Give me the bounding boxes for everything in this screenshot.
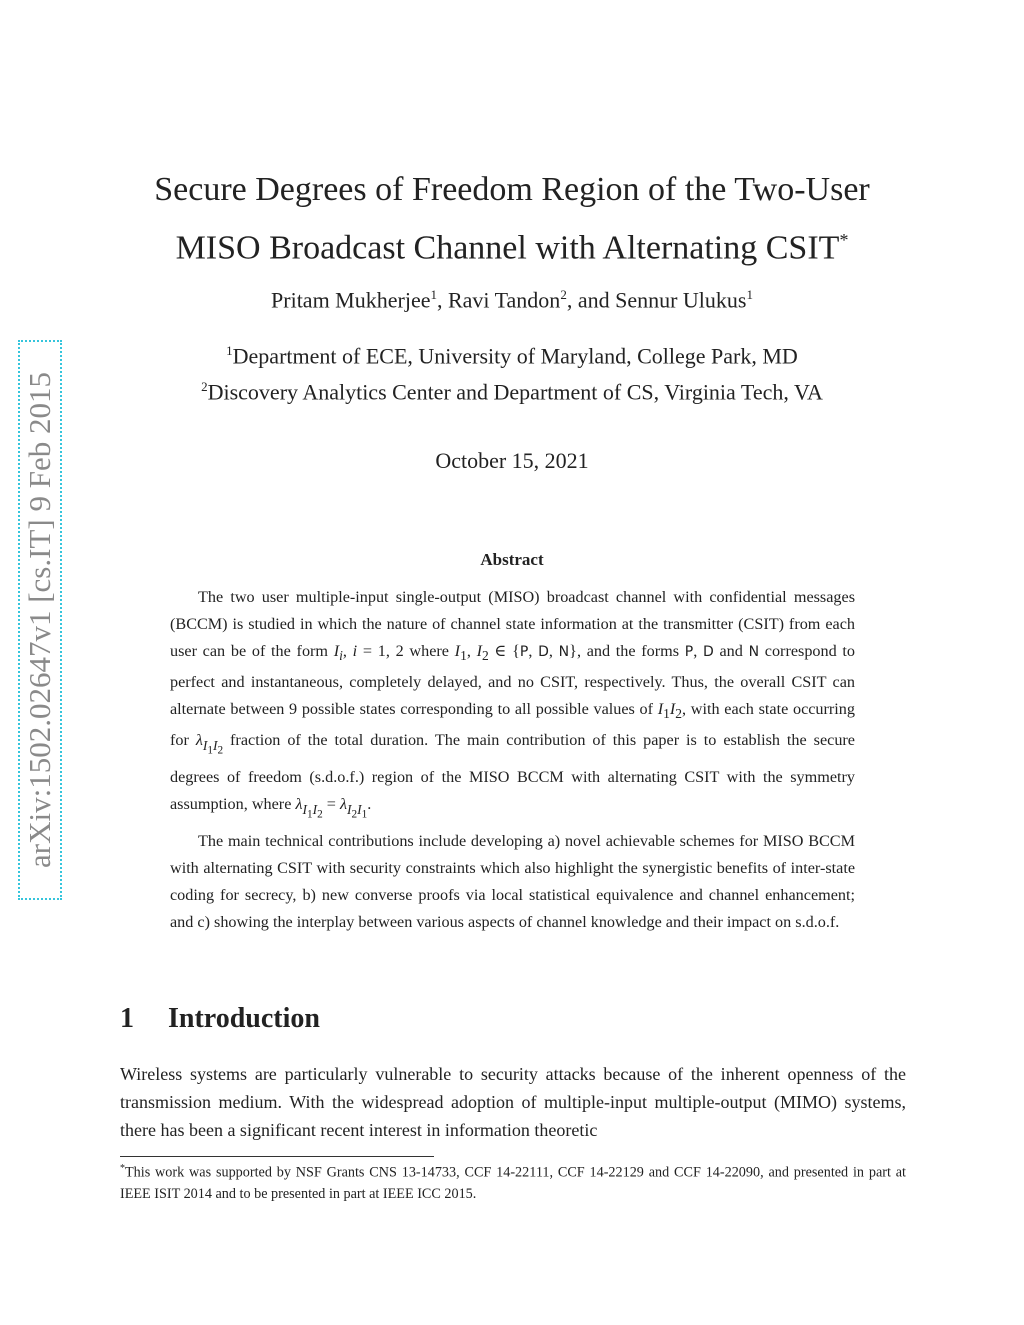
intro-paragraph: Wireless systems are particularly vulnerable to security attacks because of the inherent openness of the transmission medium. With the widespread adoption of multiple-input multiple-output (MIMO) systems, there has been a significant recent interest in information theoretic bbox=[120, 1064, 906, 1140]
arxiv-id: arXiv:1502.02647v1 [cs.IT] 9 Feb 2015 bbox=[22, 372, 57, 868]
affiliation-1: $^1$Department of ECE, University of Maryland, College Park, MD bbox=[226, 343, 798, 369]
title-line-1: Secure Degrees of Freedom Region of the Two-User bbox=[154, 171, 870, 208]
section-title: Introduction bbox=[168, 1003, 320, 1034]
section-heading bbox=[120, 1003, 320, 1035]
paper-date: October 15, 2021 bbox=[435, 448, 589, 473]
footnote bbox=[120, 1158, 906, 1205]
title-footnote-mark: * bbox=[839, 230, 849, 250]
author-list: Pritam Mukherjee$^1$, Ravi Tandon$^2$, and Sennur Ulukus$^1$ bbox=[271, 287, 753, 313]
paper-title bbox=[0, 165, 1024, 273]
title-line-2: MISO Broadcast Channel with Alternating CSIT* bbox=[175, 229, 849, 267]
abstract-heading: Abstract bbox=[480, 550, 544, 569]
footnote-mark: * bbox=[120, 1163, 125, 1174]
footnote-divider bbox=[120, 1156, 434, 1157]
arxiv-stamp[interactable] bbox=[18, 340, 62, 900]
abstract-paragraph-2: The main technical contributions include developing a) novel achievable schemes for MISO BCCM with alternating CSIT with security constraints which also highlight the synergistic benefits of inter-state coding for secrecy, b) new converse proofs via local statistical equivalence and channel enhancement; and c) showing the interplay between various aspects of channel knowledge and their impact on s.d.o.f. bbox=[170, 832, 855, 931]
affiliation-2: $^2$Discovery Analytics Center and Department of CS, Virginia Tech, VA bbox=[201, 379, 823, 405]
author-name: , and Sennur Ulukus bbox=[566, 287, 747, 313]
section-number: 1 bbox=[120, 1003, 134, 1034]
author-name: Pritam Mukherjee bbox=[271, 287, 431, 313]
author-name: , Ravi Tandon bbox=[436, 287, 561, 313]
abstract-paragraph-1: The two user multiple-input single-output (MISO) broadcast channel with confidential messages (BCCM) is studied in which the nature of channel state information at the transmitter (CSIT) from each user can be of the form $I_i$, i = 1, 2 where $I_1$, $I_2$ ∈ {P, D, N}, and the forms P, D and N correspond to perfect and instantaneous, completely delayed, and no CSIT, respectively. Thus, the overall CSIT can alternate between 9 possible states corresponding to all possible values of $I_1I_2$, with each state occurring for $\lambda_{I_1I_2}$ fraction of the total duration. The main contribution of this paper is to establish the secure degrees of freedom (s.d.o.f.) region of the MISO BCCM with alternating CSIT with the symmetry assumption, where $\lambda_{I_1I_2} = \lambda_{I_2I_1}$. bbox=[170, 588, 856, 821]
footnote-text: This work was supported by NSF Grants CNS 13-14733, CCF 14-22111, CCF 14-22129 and CCF 14-22090, and presented in part at IEEE ISIT 2014 and to be presented in part at IEEE ICC 2015. bbox=[120, 1164, 906, 1202]
